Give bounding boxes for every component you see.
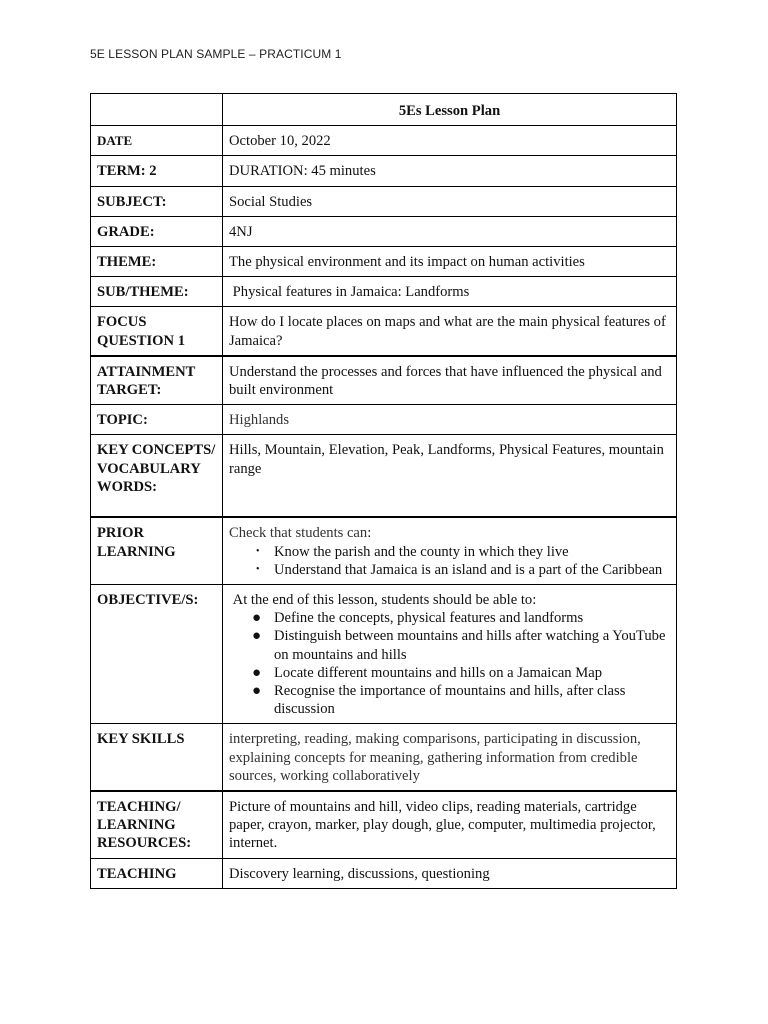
table-row-theme bbox=[91, 247, 677, 277]
objectives-cell bbox=[223, 585, 677, 724]
key-skills-value: interpreting, reading, making comparisons, participating in discussion, explaining concepts for meaning, gathering information from credible sources, working collaboratively bbox=[223, 724, 677, 791]
subtheme-label: SUB/THEME: bbox=[91, 277, 223, 307]
date-label: DATE bbox=[91, 126, 223, 156]
objectives-list bbox=[229, 609, 670, 718]
table-row-prior-learning bbox=[91, 517, 677, 584]
table-row-term bbox=[91, 156, 677, 186]
prior-learning-list bbox=[229, 543, 670, 579]
prior-learning-intro-colon: : bbox=[367, 525, 372, 542]
list-item bbox=[256, 543, 670, 561]
table-row-objectives bbox=[91, 585, 677, 724]
list-item bbox=[252, 664, 670, 682]
list-item bbox=[252, 609, 670, 627]
topic-label: TOPIC: bbox=[91, 405, 223, 435]
topic-value: Highlands bbox=[223, 405, 677, 435]
bullet-circle-icon: ● bbox=[252, 628, 262, 645]
resources-label: TEACHING/ LEARNING RESOURCES: bbox=[91, 791, 223, 858]
attainment-value: Understand the processes and forces that have influenced the physical and built environment bbox=[223, 356, 677, 405]
prior-learning-item-2: Understand that Jamaica is an island and is a part of the Caribbean bbox=[274, 561, 663, 578]
focus-question-label: FOCUS QUESTION 1 bbox=[91, 307, 223, 356]
title-empty-cell bbox=[91, 94, 223, 126]
bullet-circle-icon: ● bbox=[252, 664, 262, 681]
objective-item-1: Define the concepts, physical features and landforms bbox=[274, 610, 584, 627]
prior-learning-label: PRIOR LEARNING bbox=[91, 517, 223, 584]
subtheme-value: Physical features in Jamaica: Landforms bbox=[223, 277, 677, 307]
term-label: TERM: 2 bbox=[91, 156, 223, 186]
attainment-label: ATTAINMENT TARGET: bbox=[91, 356, 223, 405]
bullet-dot-icon: • bbox=[256, 563, 260, 575]
bullet-dot-icon: • bbox=[256, 545, 260, 557]
key-concepts-value: Hills, Mountain, Elevation, Peak, Landforms, Physical Features, mountain range bbox=[223, 435, 677, 518]
prior-learning-intro-text: Check that students can bbox=[229, 525, 368, 542]
table-row-key-concepts bbox=[91, 435, 677, 518]
bullet-circle-icon: ● bbox=[252, 610, 262, 627]
table-row-grade bbox=[91, 216, 677, 246]
table-title: 5Es Lesson Plan bbox=[223, 94, 677, 126]
date-value: October 10, 2022 bbox=[223, 126, 677, 156]
grade-value: 4NJ bbox=[223, 216, 677, 246]
table-row-teaching bbox=[91, 858, 677, 888]
table-row-subtheme bbox=[91, 277, 677, 307]
table-row-resources bbox=[91, 791, 677, 858]
prior-learning-cell bbox=[223, 517, 677, 584]
page-header: 5E LESSON PLAN SAMPLE – PRACTICUM 1 bbox=[90, 47, 342, 61]
table-row-key-skills bbox=[91, 724, 677, 791]
key-skills-label: KEY SKILLS bbox=[91, 724, 223, 791]
objective-item-2: Distinguish between mountains and hills after watching a YouTube on mountains and hills bbox=[274, 628, 666, 663]
theme-label: THEME: bbox=[91, 247, 223, 277]
table-row-attainment bbox=[91, 356, 677, 405]
table-row-date bbox=[91, 126, 677, 156]
lesson-plan-table bbox=[90, 93, 677, 889]
objective-item-4: Recognise the importance of mountains and hills, after class discussion bbox=[274, 683, 626, 718]
teaching-value: Discovery learning, discussions, questioning bbox=[223, 858, 677, 888]
key-concepts-label: KEY CONCEPTS/ VOCABULARY WORDS: bbox=[91, 435, 223, 518]
prior-learning-intro bbox=[229, 524, 670, 542]
objectives-label: OBJECTIVE/S: bbox=[91, 585, 223, 724]
teaching-label: TEACHING bbox=[91, 858, 223, 888]
prior-learning-item-1: Know the parish and the county in which they live bbox=[274, 543, 569, 560]
theme-value: The physical environment and its impact on human activities bbox=[223, 247, 677, 277]
duration-value: DURATION: 45 minutes bbox=[223, 156, 677, 186]
subject-label: SUBJECT: bbox=[91, 186, 223, 216]
table-row-topic bbox=[91, 405, 677, 435]
list-item bbox=[252, 627, 670, 663]
objective-item-3: Locate different mountains and hills on a Jamaican Map bbox=[274, 664, 602, 681]
table-row-subject bbox=[91, 186, 677, 216]
table-row-title bbox=[91, 94, 677, 126]
table-row-focus-question bbox=[91, 307, 677, 356]
grade-label: GRADE: bbox=[91, 216, 223, 246]
list-item bbox=[256, 561, 670, 579]
list-item bbox=[252, 682, 670, 718]
bullet-circle-icon: ● bbox=[252, 683, 262, 700]
subject-value: Social Studies bbox=[223, 186, 677, 216]
resources-value: Picture of mountains and hill, video clips, reading materials, cartridge paper, crayon, marker, play dough, glue, computer, multimedia projector, internet. bbox=[223, 791, 677, 858]
objectives-intro: At the end of this lesson, students should be able to: bbox=[229, 592, 537, 609]
focus-question-value: How do I locate places on maps and what are the main physical features of Jamaica? bbox=[223, 307, 677, 356]
